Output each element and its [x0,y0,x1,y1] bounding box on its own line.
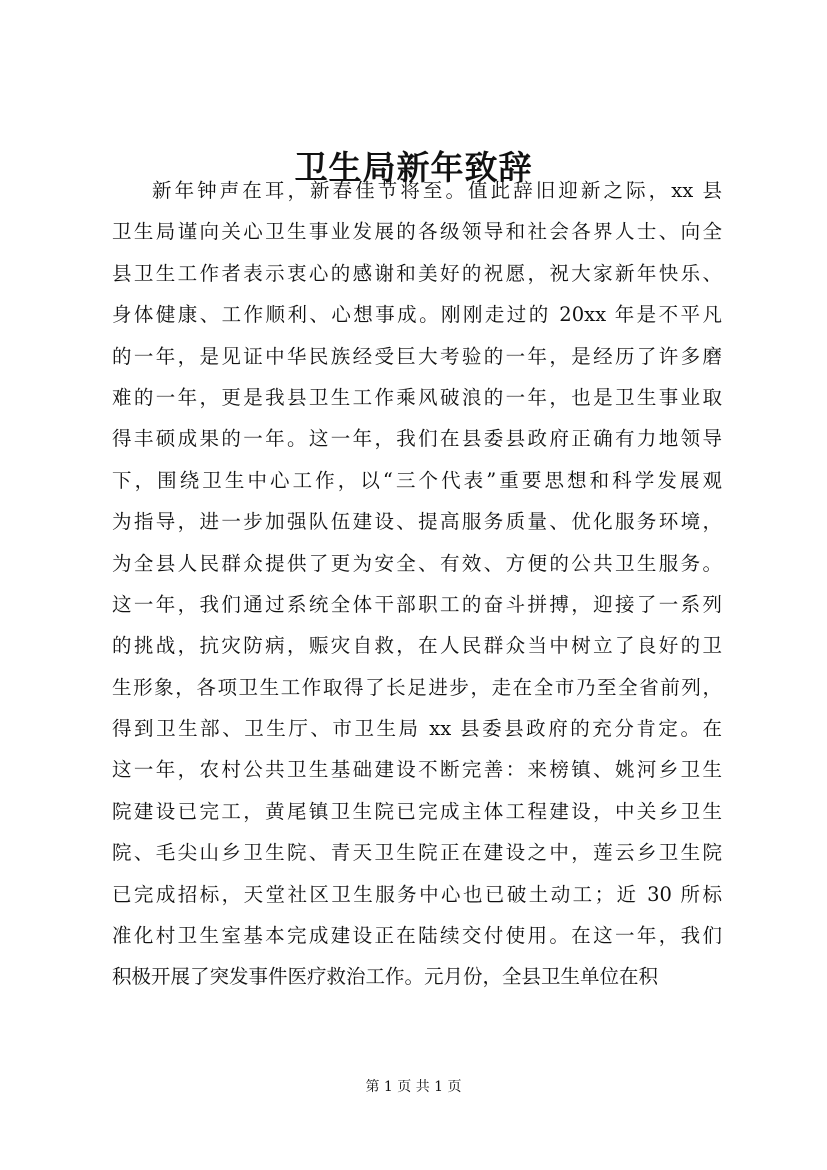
body-line: 已完成招标，天堂社区卫生服务中心也已破土动工；近 30 所标 [112,882,722,906]
body-line: 院建设已完工，黄尾镇卫生院已完成主体工程建设，中关乡卫生 [112,799,722,823]
document-title: 卫生局新年致辞 [294,148,533,187]
body-line: 为全县人民群众提供了更为安全、有效、方便的公共卫生服务。 [112,551,722,575]
body-line: 下，围绕卫生中心工作，以“三个代表”重要思想和科学发展观 [112,468,722,492]
document-body [112,170,722,998]
body-line: 院、毛尖山乡卫生院、青天卫生院正在建设之中，莲云乡卫生院 [112,841,722,865]
body-line: 积极开展了突发事件医疗救治工作。元月份，全县卫生单位在积 [112,965,659,989]
body-line: 难的一年，更是我县卫生工作乘风破浪的一年，也是卫生事业取 [112,385,722,409]
body-line: 县卫生工作者表示衷心的感谢和美好的祝愿，祝大家新年快乐、 [112,261,722,285]
body-line: 身体健康、工作顺利、心想事成。刚刚走过的 20xx 年是不平凡 [112,303,722,327]
body-line: 得到卫生部、卫生厅、市卫生局 xx 县委县政府的充分肯定。在 [112,717,722,741]
body-line: 这一年，我们通过系统全体干部职工的奋斗拼搏，迎接了一系列 [112,592,722,616]
body-line: 的一年，是见证中华民族经受巨大考验的一年，是经历了许多磨 [112,344,722,368]
body-line: 准化村卫生室基本完成建设正在陆续交付使用。在这一年，我们 [112,924,722,948]
body-line: 生形象，各项卫生工作取得了长足进步，走在全市乃至全省前列， [112,675,722,699]
page-footer: 第 1 页 共 1 页 [365,1079,462,1095]
body-line: 为指导，进一步加强队伍建设、提高服务质量、优化服务环境， [112,510,722,534]
body-line: 得丰硕成果的一年。这一年，我们在县委县政府正确有力地领导 [112,427,722,451]
body-line: 卫生局谨向关心卫生事业发展的各级领导和社会各界人士、向全 [112,220,722,244]
body-line: 这一年，农村公共卫生基础建设不断完善：来榜镇、姚河乡卫生 [112,758,722,782]
body-line: 的挑战，抗灾防病，赈灾自救，在人民群众当中树立了良好的卫 [112,634,722,658]
body-line: 新年钟声在耳，新春佳节将至。值此辞旧迎新之际，xx 县 [152,179,722,202]
